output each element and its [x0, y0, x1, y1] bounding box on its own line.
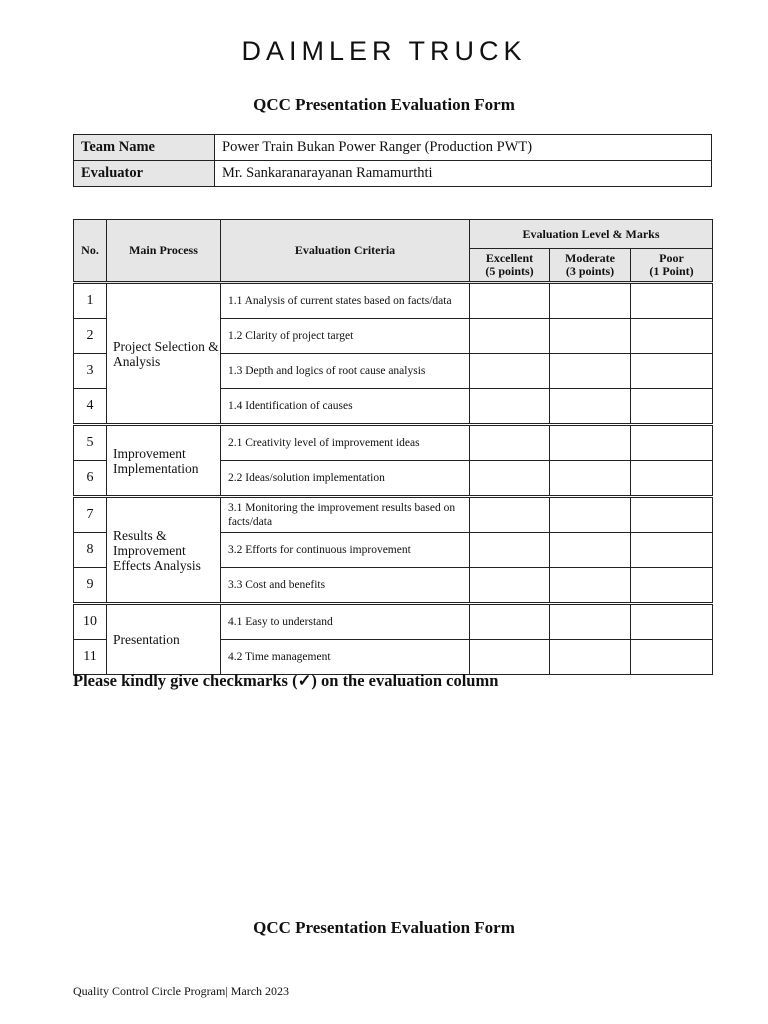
table-row — [74, 283, 713, 319]
moderate-checkbox-cell[interactable] — [550, 568, 631, 604]
header-evaluation-level: Evaluation Level & Marks — [470, 220, 713, 249]
evaluation-table — [73, 219, 713, 675]
criteria-cell: 1.3 Depth and logics of root cause analysis — [221, 354, 470, 389]
company-logo: DAIMLER TRUCK — [241, 36, 527, 66]
table-row — [74, 497, 713, 533]
row-number: 9 — [74, 568, 107, 604]
team-name-row — [74, 135, 712, 161]
poor-checkbox-cell[interactable] — [631, 354, 713, 389]
poor-checkbox-cell[interactable] — [631, 497, 713, 533]
moderate-checkbox-cell[interactable] — [550, 640, 631, 675]
evaluator-value: Mr. Sankaranarayanan Ramamurthti — [215, 161, 712, 187]
moderate-checkbox-cell[interactable] — [550, 533, 631, 568]
criteria-cell: 2.1 Creativity level of improvement ideas — [221, 425, 470, 461]
header-moderate: Moderate (3 points) — [550, 249, 631, 283]
excellent-checkbox-cell[interactable] — [470, 389, 550, 425]
poor-checkbox-cell[interactable] — [631, 283, 713, 319]
instruction-note: Please kindly give checkmarks (✓) on the evaluation column — [73, 671, 499, 690]
criteria-cell: 1.1 Analysis of current states based on facts/data — [221, 283, 470, 319]
excellent-checkbox-cell[interactable] — [470, 319, 550, 354]
row-number: 8 — [74, 533, 107, 568]
moderate-checkbox-cell[interactable] — [550, 425, 631, 461]
header-main-process: Main Process — [107, 220, 221, 283]
main-process-cell: Improvement Implementation — [107, 425, 221, 497]
excellent-checkbox-cell[interactable] — [470, 425, 550, 461]
main-process-cell: Project Selection & Analysis — [107, 283, 221, 425]
moderate-checkbox-cell[interactable] — [550, 354, 631, 389]
criteria-cell: 3.3 Cost and benefits — [221, 568, 470, 604]
excellent-checkbox-cell[interactable] — [470, 354, 550, 389]
evaluator-row — [74, 161, 712, 187]
main-process-cell: Results & Improvement Effects Analysis — [107, 497, 221, 604]
moderate-checkbox-cell[interactable] — [550, 604, 631, 640]
page-title: QCC Presentation Evaluation Form — [253, 95, 515, 114]
excellent-checkbox-cell[interactable] — [470, 568, 550, 604]
evaluator-label: Evaluator — [74, 161, 215, 187]
excellent-checkbox-cell[interactable] — [470, 283, 550, 319]
excellent-checkbox-cell[interactable] — [470, 604, 550, 640]
excellent-checkbox-cell[interactable] — [470, 461, 550, 497]
row-number: 5 — [74, 425, 107, 461]
moderate-checkbox-cell[interactable] — [550, 389, 631, 425]
row-number: 3 — [74, 354, 107, 389]
row-number: 6 — [74, 461, 107, 497]
team-name-label: Team Name — [74, 135, 215, 161]
criteria-cell: 3.2 Efforts for continuous improvement — [221, 533, 470, 568]
poor-checkbox-cell[interactable] — [631, 425, 713, 461]
poor-checkbox-cell[interactable] — [631, 319, 713, 354]
table-row — [74, 604, 713, 640]
criteria-cell: 4.2 Time management — [221, 640, 470, 675]
criteria-cell: 4.1 Easy to understand — [221, 604, 470, 640]
header-evaluation-criteria: Evaluation Criteria — [221, 220, 470, 283]
header-no: No. — [74, 220, 107, 283]
criteria-cell: 1.2 Clarity of project target — [221, 319, 470, 354]
excellent-checkbox-cell[interactable] — [470, 640, 550, 675]
poor-checkbox-cell[interactable] — [631, 461, 713, 497]
moderate-checkbox-cell[interactable] — [550, 319, 631, 354]
moderate-checkbox-cell[interactable] — [550, 283, 631, 319]
excellent-checkbox-cell[interactable] — [470, 497, 550, 533]
row-number: 4 — [74, 389, 107, 425]
excellent-checkbox-cell[interactable] — [470, 533, 550, 568]
row-number: 1 — [74, 283, 107, 319]
row-number: 11 — [74, 640, 107, 675]
row-number: 10 — [74, 604, 107, 640]
header-poor: Poor (1 Point) — [631, 249, 713, 283]
header-excellent: Excellent (5 points) — [470, 249, 550, 283]
page-footer: Quality Control Circle Program| March 2023 — [73, 984, 290, 998]
main-process-cell: Presentation — [107, 604, 221, 675]
poor-checkbox-cell[interactable] — [631, 568, 713, 604]
table-row — [74, 425, 713, 461]
criteria-cell: 3.1 Monitoring the improvement results based on facts/data — [221, 497, 470, 533]
row-number: 2 — [74, 319, 107, 354]
second-page-title: QCC Presentation Evaluation Form — [253, 918, 515, 937]
moderate-checkbox-cell[interactable] — [550, 497, 631, 533]
poor-checkbox-cell[interactable] — [631, 604, 713, 640]
team-name-value: Power Train Bukan Power Ranger (Production PWT) — [215, 135, 712, 161]
criteria-cell: 2.2 Ideas/solution implementation — [221, 461, 470, 497]
row-number: 7 — [74, 497, 107, 533]
poor-checkbox-cell[interactable] — [631, 533, 713, 568]
poor-checkbox-cell[interactable] — [631, 389, 713, 425]
moderate-checkbox-cell[interactable] — [550, 461, 631, 497]
poor-checkbox-cell[interactable] — [631, 640, 713, 675]
team-info-table — [73, 134, 712, 187]
criteria-cell: 1.4 Identification of causes — [221, 389, 470, 425]
